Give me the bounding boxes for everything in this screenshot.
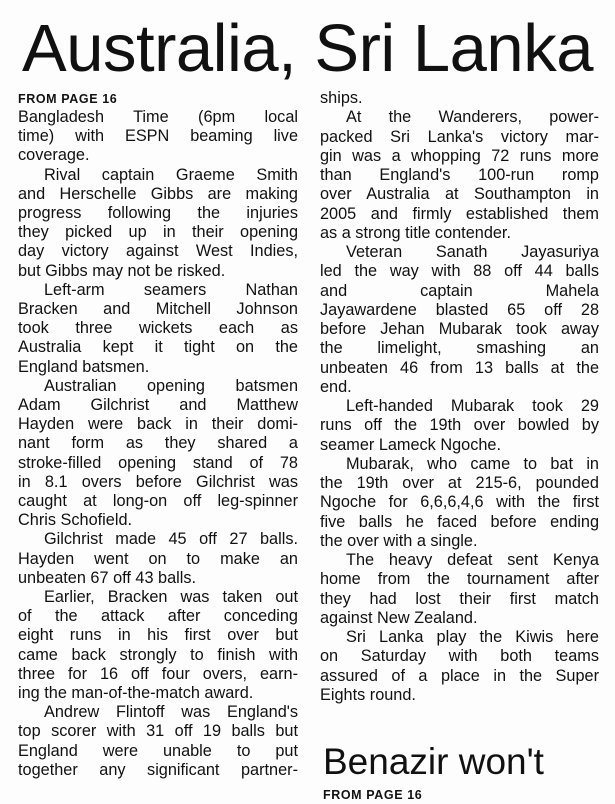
text-line — [18, 683, 298, 703]
text-line-content: came back strongly to finish with — [18, 645, 298, 664]
text-line — [320, 415, 599, 435]
text-line-content: England batsmen. — [18, 357, 150, 376]
text-line — [320, 531, 599, 551]
text-line — [18, 760, 298, 780]
text-line — [18, 414, 298, 434]
text-line — [18, 241, 298, 261]
text-line — [18, 491, 298, 511]
text-line-content: over Australia at Southampton in — [320, 185, 599, 204]
text-line — [18, 395, 298, 415]
text-line-content: end. — [320, 377, 352, 396]
text-line — [320, 223, 599, 243]
text-line — [320, 589, 599, 609]
text-line-content: Andrew Flintoff was England's — [44, 703, 298, 722]
text-line — [320, 435, 599, 455]
text-line-content: Chris Schofield. — [18, 511, 133, 530]
text-line-content: in 8.1 overs before Gilchrist was — [18, 472, 298, 491]
text-line-content: home from the tournament after — [320, 570, 599, 589]
text-line — [18, 184, 298, 204]
text-line-content: of the attack after conceding — [18, 607, 298, 626]
text-line — [320, 396, 599, 416]
text-line-content: gin was a whopping 72 runs more — [320, 146, 599, 165]
text-line — [320, 512, 599, 532]
text-line — [18, 357, 298, 377]
text-line — [320, 127, 599, 147]
text-line — [320, 184, 599, 204]
text-line — [18, 587, 298, 607]
text-line-content: England were unable to put — [18, 741, 298, 760]
text-line-content: nant form as they shared a — [18, 434, 298, 453]
text-line-content: Adam Gilchrist and Matthew — [18, 396, 298, 414]
text-line-content: stroke-filled opening stand of 78 — [18, 453, 298, 472]
text-line — [18, 337, 298, 357]
next-story-kicker: FROM PAGE 16 — [323, 788, 423, 802]
text-line — [18, 280, 298, 300]
text-line — [18, 568, 298, 588]
text-line-content: Jayawardene blasted 65 off 28 — [320, 300, 599, 319]
text-line-content: the 19th over at 215-6, pounded — [320, 474, 599, 492]
text-line — [18, 472, 298, 492]
text-line-content: packed Sri Lanka's victory mar- — [320, 127, 599, 146]
text-line-content: Ngoche for 6,6,6,4,6 with the first — [320, 493, 599, 512]
text-line — [18, 645, 298, 665]
text-line — [320, 88, 599, 108]
text-line-content: together any significant partner- — [18, 760, 298, 779]
text-line-content: than England's 100-run romp — [320, 166, 599, 184]
text-line — [320, 319, 599, 339]
text-line — [320, 454, 599, 474]
text-line — [18, 606, 298, 626]
text-line-content: Bracken and Mitchell Johnson — [18, 300, 298, 318]
text-line — [18, 318, 298, 338]
text-line — [18, 741, 298, 761]
continuation-kicker: FROM PAGE 16 — [18, 92, 118, 106]
text-line-content: Earlier, Bracken was taken out — [44, 588, 298, 606]
text-line-content: unbeaten 67 off 43 balls. — [18, 568, 197, 587]
text-line — [320, 358, 599, 378]
text-line-content: before Jehan Mubarak took away — [320, 320, 599, 338]
text-line-content: day victory against West Indies, — [18, 242, 298, 261]
text-line-content: top scorer with 31 off 19 balls but — [18, 722, 298, 741]
text-line — [320, 204, 599, 224]
text-line-content: progress following the injuries — [18, 204, 298, 222]
text-line — [320, 550, 599, 570]
text-line-content: Mubarak, who came to bat in — [346, 454, 599, 473]
text-line — [320, 685, 599, 705]
text-line-content: Gilchrist made 45 off 27 balls. — [44, 530, 298, 549]
text-line-content: coverage. — [18, 146, 90, 165]
text-line-content: At the Wanderers, power- — [346, 108, 599, 127]
text-line — [18, 222, 298, 242]
text-line — [320, 646, 599, 666]
text-line — [320, 146, 599, 166]
text-line — [320, 338, 599, 358]
text-line-content: unbeaten 46 from 13 balls at the — [320, 358, 599, 377]
text-line-content: the over with a single. — [320, 531, 478, 550]
text-line-content: and Herschelle Gibbs are making — [18, 184, 298, 203]
text-line-content: assured of a place in the Super — [320, 666, 599, 685]
text-line-content: the limelight, smashing an — [320, 339, 599, 358]
text-line-content: but Gibbs may not be risked. — [18, 261, 226, 280]
text-line-content: they picked up in their opening — [18, 223, 298, 242]
text-line — [18, 529, 298, 549]
text-line — [320, 242, 599, 262]
text-line-content: 2005 and firmly established them — [320, 204, 599, 223]
text-line — [320, 608, 599, 628]
text-line — [18, 625, 298, 645]
article-headline: Australia, Sri Lanka — [22, 11, 593, 86]
text-line — [320, 261, 599, 281]
text-line — [18, 165, 298, 185]
text-line-content: as a strong title contender. — [320, 223, 511, 242]
text-line — [18, 510, 298, 530]
text-line — [18, 126, 298, 146]
text-line — [18, 261, 298, 281]
text-line — [320, 281, 599, 301]
text-line-content: time) with ESPN beaming live — [18, 127, 298, 146]
text-line — [18, 549, 298, 569]
text-line — [18, 702, 298, 722]
text-line — [18, 721, 298, 741]
text-line — [320, 627, 599, 647]
text-line-content: Left-arm seamers Nathan — [44, 280, 298, 299]
text-line-content: Sri Lanka play the Kiwis here — [346, 628, 599, 646]
text-line-content: Hayden were back in their domi- — [18, 415, 298, 434]
text-line — [320, 377, 599, 397]
text-line-content: seamer Lameck Ngoche. — [320, 435, 501, 454]
text-line — [18, 203, 298, 223]
text-line-content: led the way with 88 off 44 balls — [320, 262, 599, 281]
text-line-content: and captain Mahela — [320, 281, 599, 300]
text-line — [320, 107, 599, 127]
text-line — [320, 569, 599, 589]
text-line-content: Australian opening batsmen — [44, 376, 298, 395]
text-line — [18, 107, 298, 127]
text-line — [320, 492, 599, 512]
text-line-content: ing the man-of-the-match award. — [18, 684, 254, 702]
text-line-content: they had lost their first match — [320, 589, 599, 608]
text-line-content: The heavy defeat sent Kenya — [346, 551, 599, 569]
text-line-content: three for 16 off four overs, earn- — [18, 664, 298, 683]
text-line-content: Left-handed Mubarak took 29 — [346, 397, 599, 415]
text-line-content: eight runs in his first over but — [18, 626, 298, 645]
text-line-content: ships. — [320, 89, 363, 107]
next-story-headline: Benazir won't — [323, 741, 544, 782]
text-line-content: Hayden went on to make an — [18, 549, 298, 568]
text-line-content: five balls he faced before ending — [320, 512, 599, 531]
text-line — [18, 299, 298, 319]
text-line — [18, 376, 298, 396]
text-line-content: on Saturday with both teams — [320, 647, 599, 666]
text-line-content: Australia kept it tight on the — [18, 338, 298, 357]
text-line — [320, 666, 599, 686]
text-line — [320, 165, 599, 185]
text-line — [18, 453, 298, 473]
text-line-content: Veteran Sanath Jayasuriya — [346, 243, 599, 261]
text-line-content: against New Zealand. — [320, 608, 478, 627]
text-line — [320, 300, 599, 320]
text-line-content: Rival captain Graeme Smith — [44, 165, 298, 184]
text-line — [18, 433, 298, 453]
text-line — [320, 473, 599, 493]
text-line-content: took three wickets each as — [18, 319, 298, 338]
text-line-content: Bangladesh Time (6pm local — [18, 108, 298, 126]
text-line-content: runs off the 19th over bowled by — [320, 416, 599, 435]
text-line — [18, 664, 298, 684]
text-line-content: Eights round. — [320, 685, 416, 704]
text-line — [18, 145, 298, 165]
text-line-content: caught at long-on off leg-spinner — [18, 492, 298, 510]
